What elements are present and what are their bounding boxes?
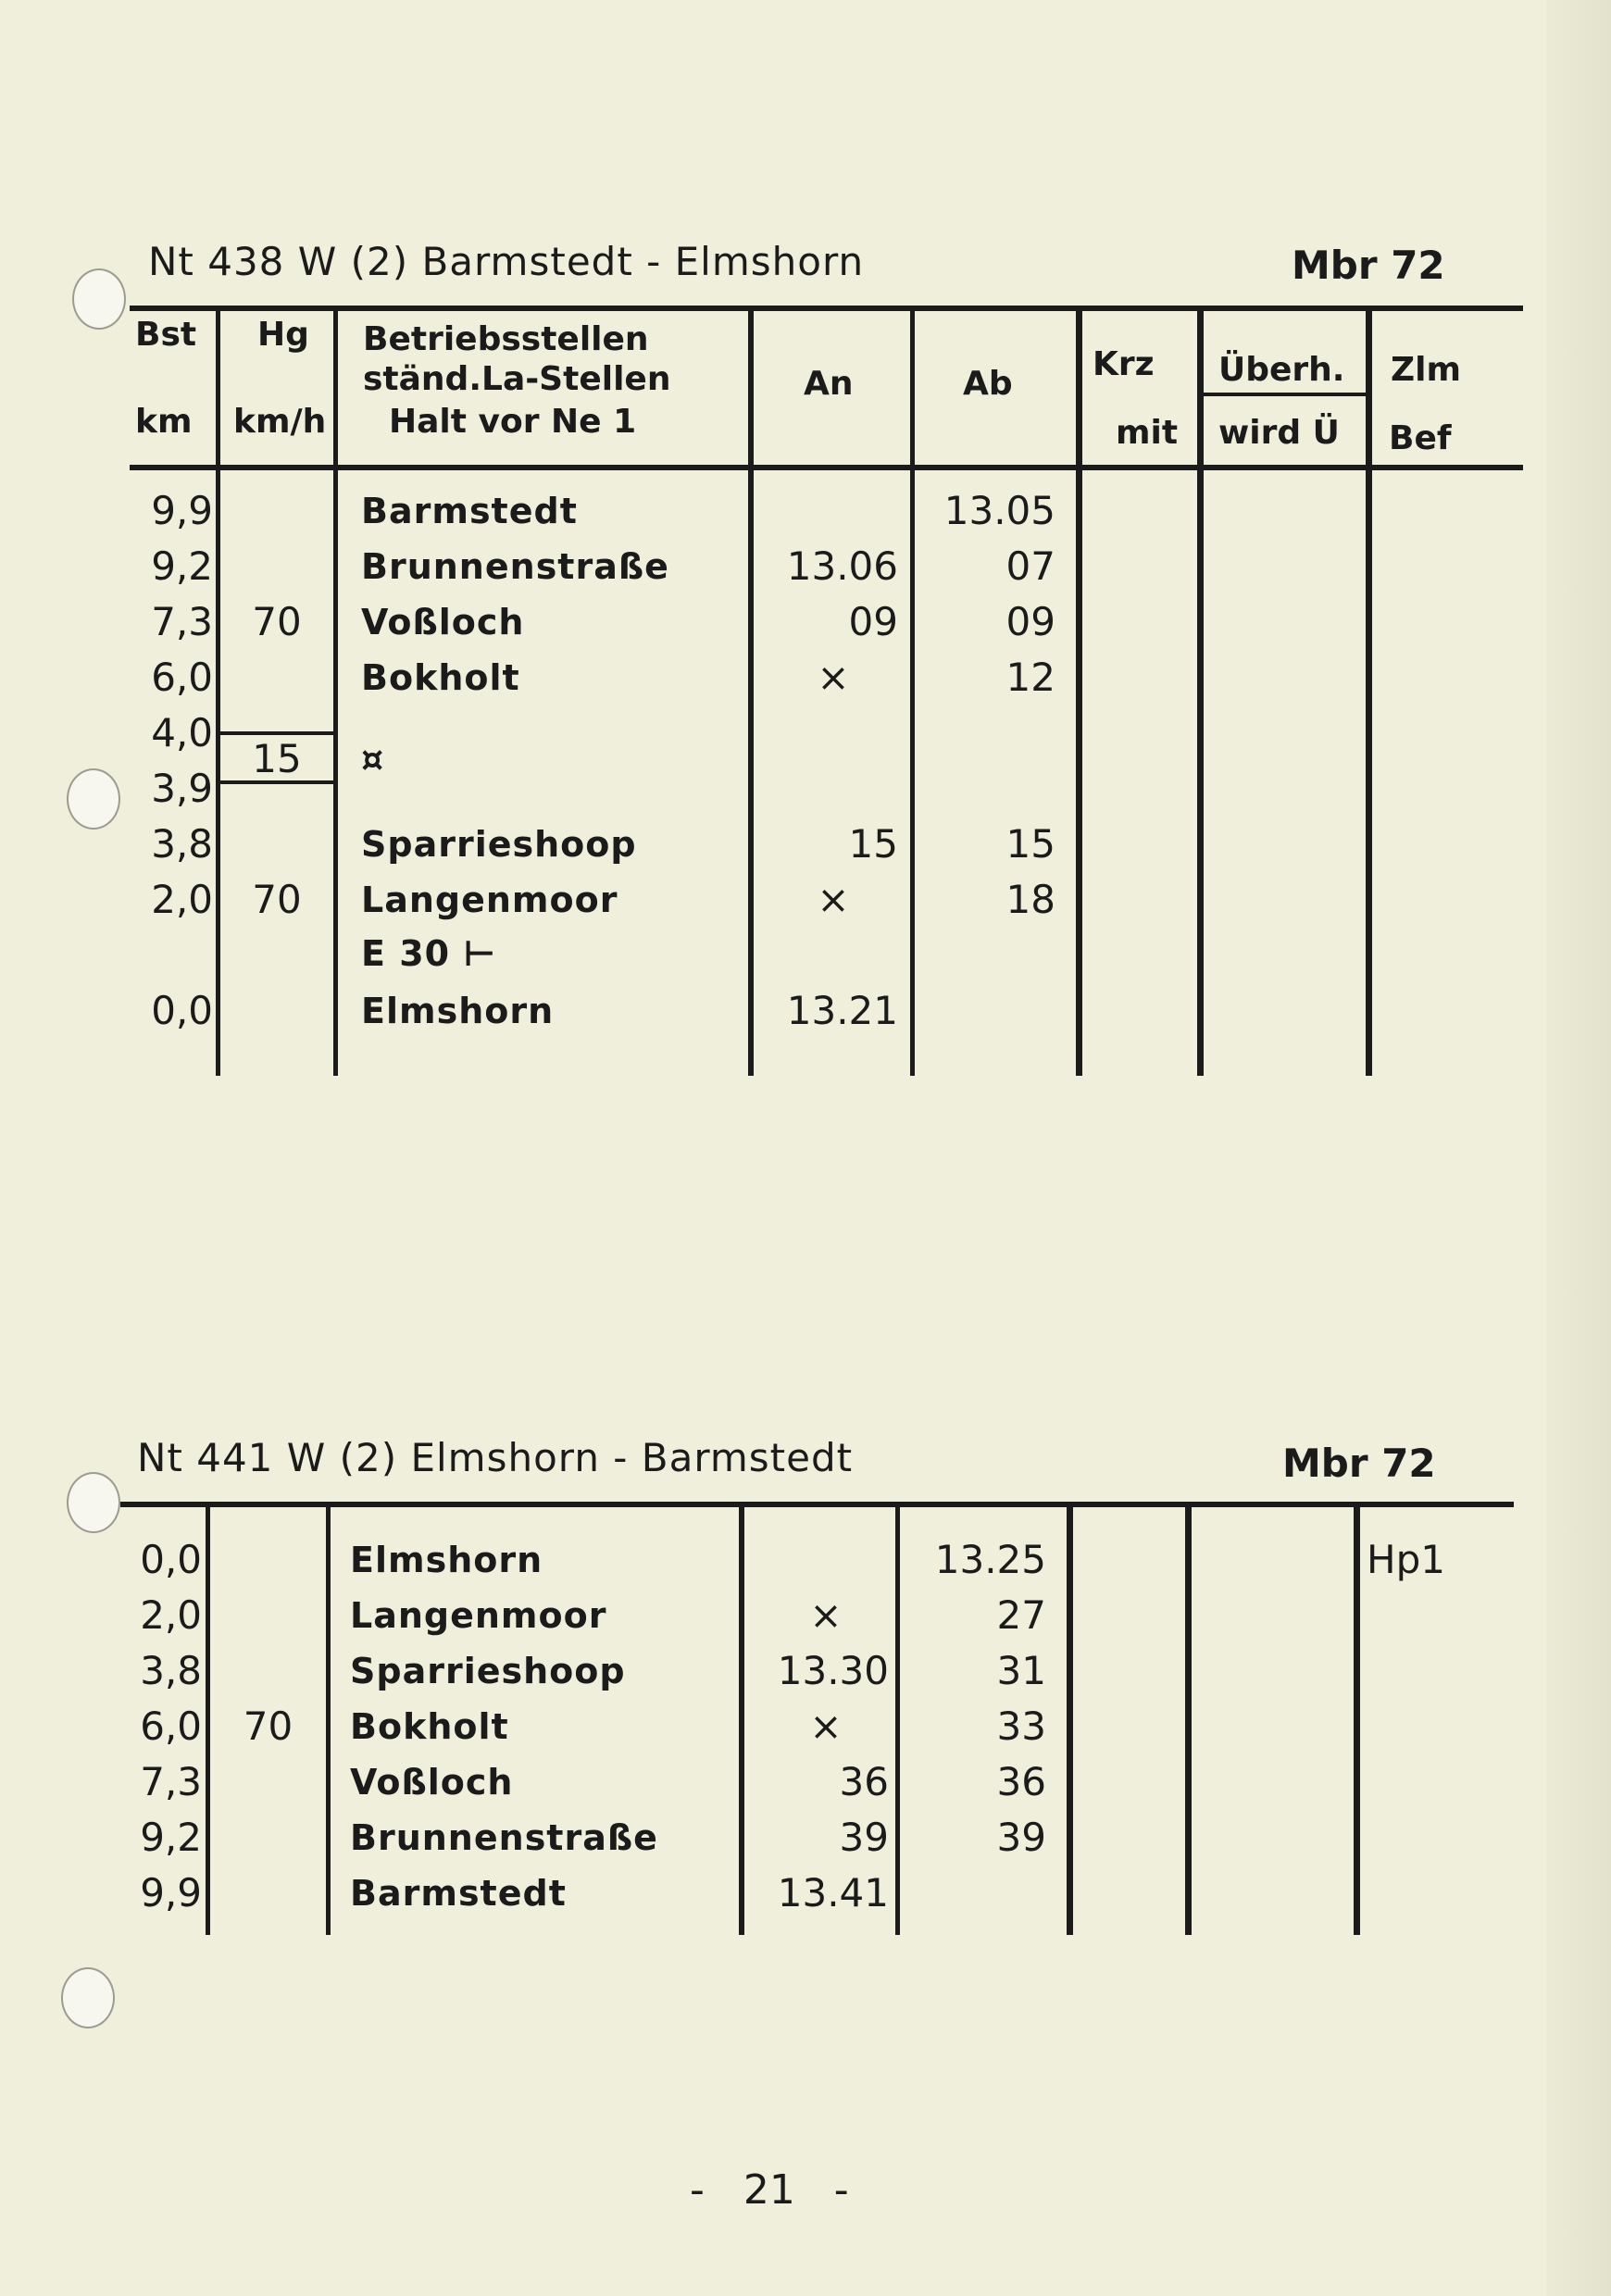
an-cell: 15 xyxy=(848,821,898,867)
header-hg: Hg xyxy=(257,316,309,354)
ab-cell: 33 xyxy=(996,1703,1046,1749)
ab-cell: 27 xyxy=(996,1592,1046,1638)
an-cell: × xyxy=(809,1703,843,1749)
mbr-label: Mbr 72 xyxy=(1282,1441,1436,1486)
timetable-title: Nt 441 W (2) Elmshorn - Barmstedt xyxy=(137,1435,854,1480)
km-cell: 4,0 xyxy=(151,710,213,755)
header-betriebsstellen: Betriebsstellen xyxy=(363,320,649,358)
station-name: Voßloch xyxy=(350,1762,514,1803)
km-cell: 3,9 xyxy=(151,766,213,811)
station-name: Sparrieshoop xyxy=(361,824,637,865)
ab-cell: 15 xyxy=(1005,821,1055,867)
col-divider-hg xyxy=(326,1507,331,1935)
an-cell: × xyxy=(809,1592,843,1638)
an-cell: 36 xyxy=(839,1759,889,1804)
speed-marker: E 30 ⊢ xyxy=(361,933,497,974)
station-name: Bokholt xyxy=(361,657,520,698)
km-cell: 2,0 xyxy=(151,877,213,922)
station-name: Brunnenstraße xyxy=(350,1817,658,1858)
punch-hole-1 xyxy=(72,268,126,330)
station-name: Langenmoor xyxy=(350,1595,607,1636)
col-divider-an xyxy=(910,306,915,1076)
header-krz: Krz xyxy=(1093,345,1155,383)
timetable-title: Nt 438 W (2) Barmstedt - Elmshorn xyxy=(148,239,865,284)
an-cell: 13.41 xyxy=(777,1870,889,1915)
header-la-stellen: ständ.La-Stellen xyxy=(363,360,671,398)
km-cell: 7,3 xyxy=(140,1759,202,1804)
ab-cell: 12 xyxy=(1005,655,1055,700)
col-divider-krz xyxy=(1185,1507,1192,1935)
ab-cell: 36 xyxy=(996,1759,1046,1804)
an-cell: 13.06 xyxy=(786,543,898,589)
header-top-rule xyxy=(130,306,1523,311)
ab-cell: 39 xyxy=(996,1815,1046,1860)
ab-cell: 18 xyxy=(1005,877,1055,922)
an-cell: 13.30 xyxy=(777,1648,889,1693)
km-cell: 7,3 xyxy=(151,599,213,644)
station-name: Brunnenstraße xyxy=(361,546,669,587)
station-name: Sparrieshoop xyxy=(350,1651,626,1691)
km-cell: 9,2 xyxy=(151,543,213,589)
km-cell: 2,0 xyxy=(140,1592,202,1638)
col-divider-hg xyxy=(333,306,338,1076)
punch-hole-4 xyxy=(61,1967,115,2028)
col-divider-km xyxy=(216,306,220,1076)
station-name: Barmstedt xyxy=(361,491,578,531)
page-number: - 21 - xyxy=(690,2166,849,2214)
station-name: Voßloch xyxy=(361,602,525,643)
header-bef: Bef xyxy=(1389,419,1452,457)
col-divider-ab xyxy=(1076,306,1082,1076)
km-cell: 3,8 xyxy=(140,1648,202,1693)
header-mit: mit xyxy=(1116,414,1179,452)
zlm-cell: Hp1 xyxy=(1367,1537,1445,1582)
ab-cell: 13.05 xyxy=(943,488,1055,533)
mbr-label: Mbr 72 xyxy=(1292,243,1445,288)
col-divider-name xyxy=(739,1507,744,1935)
station-name: Elmshorn xyxy=(350,1540,543,1580)
header-wird: wird Ü xyxy=(1218,414,1340,452)
km-cell: 0,0 xyxy=(140,1537,202,1582)
header-bottom-rule xyxy=(130,465,1523,470)
an-cell: × xyxy=(817,655,850,700)
km-cell: 9,9 xyxy=(151,488,213,533)
header-zlm: Zlm xyxy=(1391,351,1461,389)
punch-hole-2 xyxy=(67,768,120,830)
station-name: Barmstedt xyxy=(350,1873,567,1914)
header-kmh: km/h xyxy=(233,403,327,441)
km-cell: 9,2 xyxy=(140,1815,202,1860)
station-name: Bokholt xyxy=(350,1706,509,1747)
an-cell: × xyxy=(817,877,850,922)
ab-cell: 13.25 xyxy=(934,1537,1046,1582)
km-cell: 3,8 xyxy=(151,821,213,867)
an-cell: 13.21 xyxy=(786,988,898,1033)
hg-cell: 70 xyxy=(252,599,302,644)
station-name: Langenmoor xyxy=(361,880,618,920)
hg-cell: 70 xyxy=(243,1703,293,1749)
km-cell: 6,0 xyxy=(140,1703,202,1749)
km-cell: 0,0 xyxy=(151,988,213,1033)
ab-cell: 31 xyxy=(996,1648,1046,1693)
header-an: An xyxy=(804,365,854,403)
header-ab: Ab xyxy=(963,365,1013,403)
km-cell: 6,0 xyxy=(151,655,213,700)
header-uberh: Überh. xyxy=(1218,351,1345,389)
an-cell: 09 xyxy=(848,599,898,644)
hg-cell: 15 xyxy=(252,736,302,781)
km-cell: 9,9 xyxy=(140,1870,202,1915)
col-divider-an xyxy=(895,1507,900,1935)
ab-cell: 07 xyxy=(1005,543,1055,589)
an-cell: 39 xyxy=(839,1815,889,1860)
col-divider-uberh xyxy=(1354,1507,1360,1935)
col-divider-krz xyxy=(1197,306,1204,1076)
punch-hole-3 xyxy=(67,1472,120,1533)
header-halt: Halt vor Ne 1 xyxy=(389,403,637,441)
ab-cell: 09 xyxy=(1005,599,1055,644)
station-name: Elmshorn xyxy=(361,991,555,1031)
uberh-underline xyxy=(1204,393,1366,396)
hg-cell: 70 xyxy=(252,877,302,922)
page-edge xyxy=(1546,0,1611,2296)
header-bst: Bst xyxy=(135,316,197,354)
level-crossing-symbol: ¤ xyxy=(361,739,385,780)
header-km: km xyxy=(135,403,193,441)
col-divider-ab xyxy=(1067,1507,1073,1935)
col-divider-name xyxy=(748,306,754,1076)
col-divider-uberh xyxy=(1366,306,1372,1076)
